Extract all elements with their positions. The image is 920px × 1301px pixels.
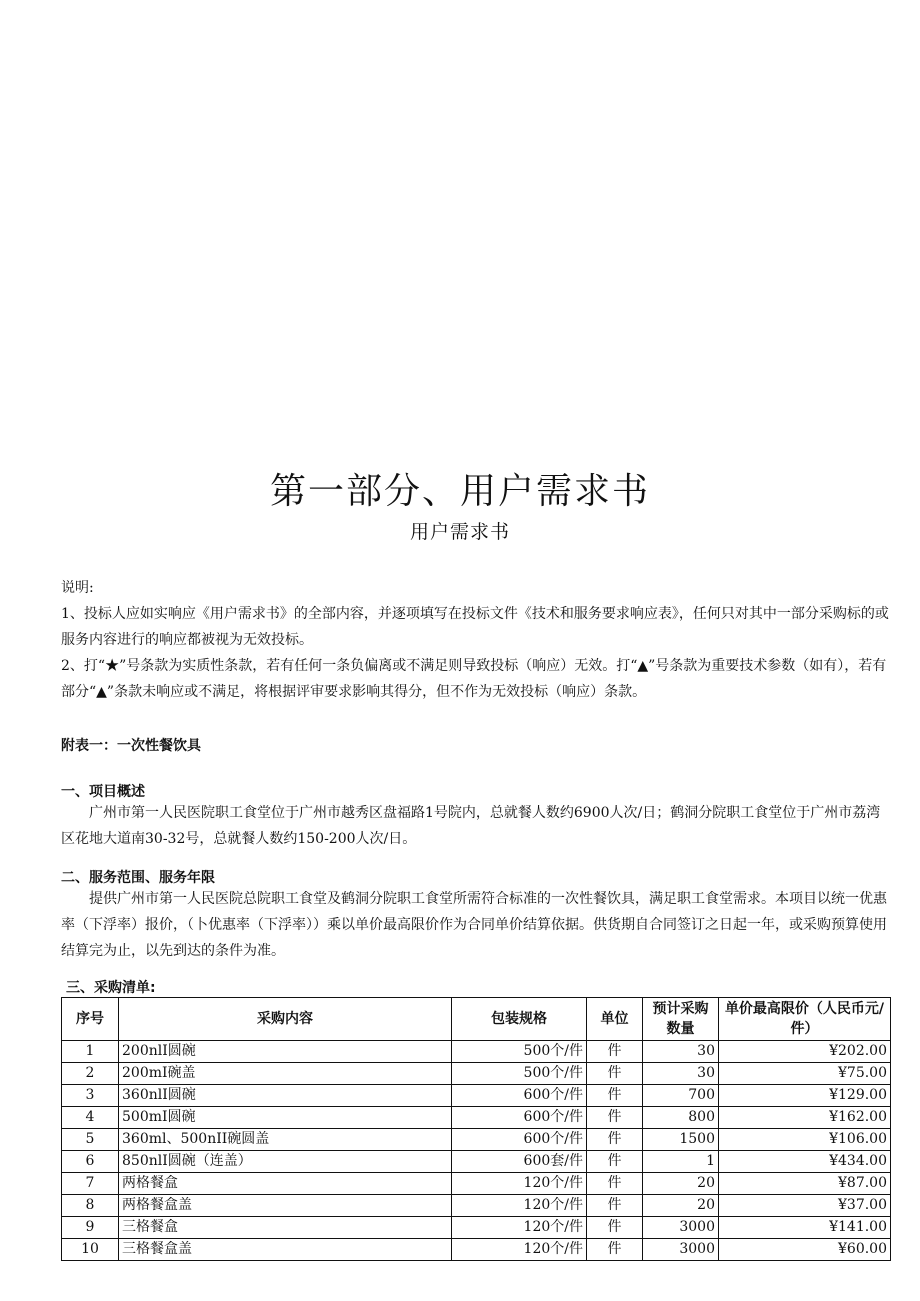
table-row	[62, 1085, 891, 1107]
cell-content: 两格餐盒盖	[119, 1195, 452, 1217]
section-1-body	[61, 800, 891, 852]
cell-unit: 件	[587, 1041, 643, 1063]
table-row	[62, 1151, 891, 1173]
cell-price: ¥141.00	[719, 1217, 891, 1239]
cell-spec: 600个/件	[452, 1085, 587, 1107]
table-row	[62, 1195, 891, 1217]
cell-unit: 件	[587, 1195, 643, 1217]
note-item-2: 2、打“★”号条款为实质性条款，若有任何一条负偏离或不满足则导致投标（响应）无效。打“▲”号条款为重要技术参数（如有），若有部分“▲”条款未响应或不满足，将根据评审要求影响其得分，但不作为无效投标（响应）条款。	[61, 658, 887, 700]
purchase-table	[61, 997, 891, 1261]
header-no: 序号	[62, 998, 119, 1041]
cell-unit: 件	[587, 1151, 643, 1173]
cell-content: 三格餐盒	[119, 1217, 452, 1239]
cell-qty: 1500	[643, 1129, 719, 1151]
notes-heading: 说明:	[61, 580, 94, 596]
cell-spec: 600个/件	[452, 1129, 587, 1151]
cell-content: 500mI圆碗	[119, 1107, 452, 1129]
cell-content: 三格餐盒盖	[119, 1239, 452, 1261]
cell-unit: 件	[587, 1173, 643, 1195]
header-spec: 包装规格	[452, 998, 587, 1041]
cell-qty: 3000	[643, 1239, 719, 1261]
cell-price: ¥129.00	[719, 1085, 891, 1107]
cell-unit: 件	[587, 1085, 643, 1107]
cell-qty: 700	[643, 1085, 719, 1107]
cell-price: ¥87.00	[719, 1173, 891, 1195]
cell-qty: 1	[643, 1151, 719, 1173]
cell-content: 360ml、500nII碗圆盖	[119, 1129, 452, 1151]
cell-qty: 800	[643, 1107, 719, 1129]
section-2-text: 提供广州市第一人民医院总院职工食堂及鹤洞分院职工食堂所需符合标准的一次性餐饮具，满足职工食堂需求。本项目以统一优惠率（下浮率）报价，（卜优惠率（下浮率））乘以单价最高限价作为合同单价结算依据。供货期自合同签订之日起一年，或采购预算使用结算完为止，以先到达的条件为准。	[61, 891, 887, 959]
table-header-row	[62, 998, 891, 1041]
section-1-heading: 一、项目概述	[61, 784, 145, 800]
cell-no: 2	[62, 1063, 119, 1085]
notes-block	[61, 575, 891, 705]
cell-no: 8	[62, 1195, 119, 1217]
cell-unit: 件	[587, 1107, 643, 1129]
cell-spec: 120个/件	[452, 1173, 587, 1195]
cell-no: 1	[62, 1041, 119, 1063]
cell-content: 850nlI圆碗（连盖）	[119, 1151, 452, 1173]
cell-spec: 500个/件	[452, 1063, 587, 1085]
cell-qty: 30	[643, 1063, 719, 1085]
cell-spec: 500个/件	[452, 1041, 587, 1063]
cell-no: 4	[62, 1107, 119, 1129]
cell-spec: 600个/件	[452, 1107, 587, 1129]
table-row	[62, 1041, 891, 1063]
page-title: 第一部分、用户需求书	[269, 471, 650, 512]
cell-price: ¥37.00	[719, 1195, 891, 1217]
cell-content: 360nlI圆碗	[119, 1085, 452, 1107]
cell-content: 两格餐盒	[119, 1173, 452, 1195]
cell-unit: 件	[587, 1239, 643, 1261]
cell-price: ¥106.00	[719, 1129, 891, 1151]
table-row	[62, 1107, 891, 1129]
cell-unit: 件	[587, 1063, 643, 1085]
section-1-text: 广州市第一人民医院职工食堂位于广州市越秀区盘福路1号院内，总就餐人数约6900人次/日；鹤洞分院职工食堂位于广州市荔湾区花地大道南30-32号，总就餐人数约150-200人次/日。	[61, 805, 881, 847]
cell-spec: 120个/件	[452, 1217, 587, 1239]
table-row	[62, 1239, 891, 1261]
section-2-body	[61, 886, 891, 964]
cell-unit: 件	[587, 1217, 643, 1239]
table-row	[62, 1063, 891, 1085]
section-2-heading: 二、服务范围、服务年限	[61, 870, 215, 886]
cell-no: 5	[62, 1129, 119, 1151]
cell-spec: 600套/件	[452, 1151, 587, 1173]
cell-spec: 120个/件	[452, 1239, 587, 1261]
annex-title: 附表一：一次性餐饮具	[61, 738, 201, 754]
cell-price: ¥75.00	[719, 1063, 891, 1085]
cell-content: 200mI碗盖	[119, 1063, 452, 1085]
header-unit: 单位	[587, 998, 643, 1041]
section-3-heading: 三、采购清单:	[66, 980, 156, 996]
cell-content: 200nlI圆碗	[119, 1041, 452, 1063]
cell-price: ¥434.00	[719, 1151, 891, 1173]
table-row	[62, 1173, 891, 1195]
table-row	[62, 1129, 891, 1151]
cell-qty: 3000	[643, 1217, 719, 1239]
header-price: 单价最高限价（人民币元/件）	[719, 998, 891, 1041]
cell-price: ¥60.00	[719, 1239, 891, 1261]
header-content: 采购内容	[119, 998, 452, 1041]
cell-spec: 120个/件	[452, 1195, 587, 1217]
cell-qty: 20	[643, 1173, 719, 1195]
cell-unit: 件	[587, 1129, 643, 1151]
cell-no: 7	[62, 1173, 119, 1195]
cell-price: ¥202.00	[719, 1041, 891, 1063]
cell-no: 10	[62, 1239, 119, 1261]
cell-qty: 30	[643, 1041, 719, 1063]
note-item-1: 1、投标人应如实响应《用户需求书》的全部内容，并逐项填写在投标文件《技术和服务要求响应表》，任何只对其中一部分采购标的或服务内容进行的响应都被视为无效投标。	[61, 606, 889, 648]
page-subtitle: 用户需求书	[409, 521, 510, 543]
cell-no: 9	[62, 1217, 119, 1239]
cell-qty: 20	[643, 1195, 719, 1217]
cell-no: 3	[62, 1085, 119, 1107]
cell-no: 6	[62, 1151, 119, 1173]
table-row	[62, 1217, 891, 1239]
table-body	[62, 1041, 891, 1261]
cell-price: ¥162.00	[719, 1107, 891, 1129]
header-qty: 预计采购数量	[643, 998, 719, 1041]
